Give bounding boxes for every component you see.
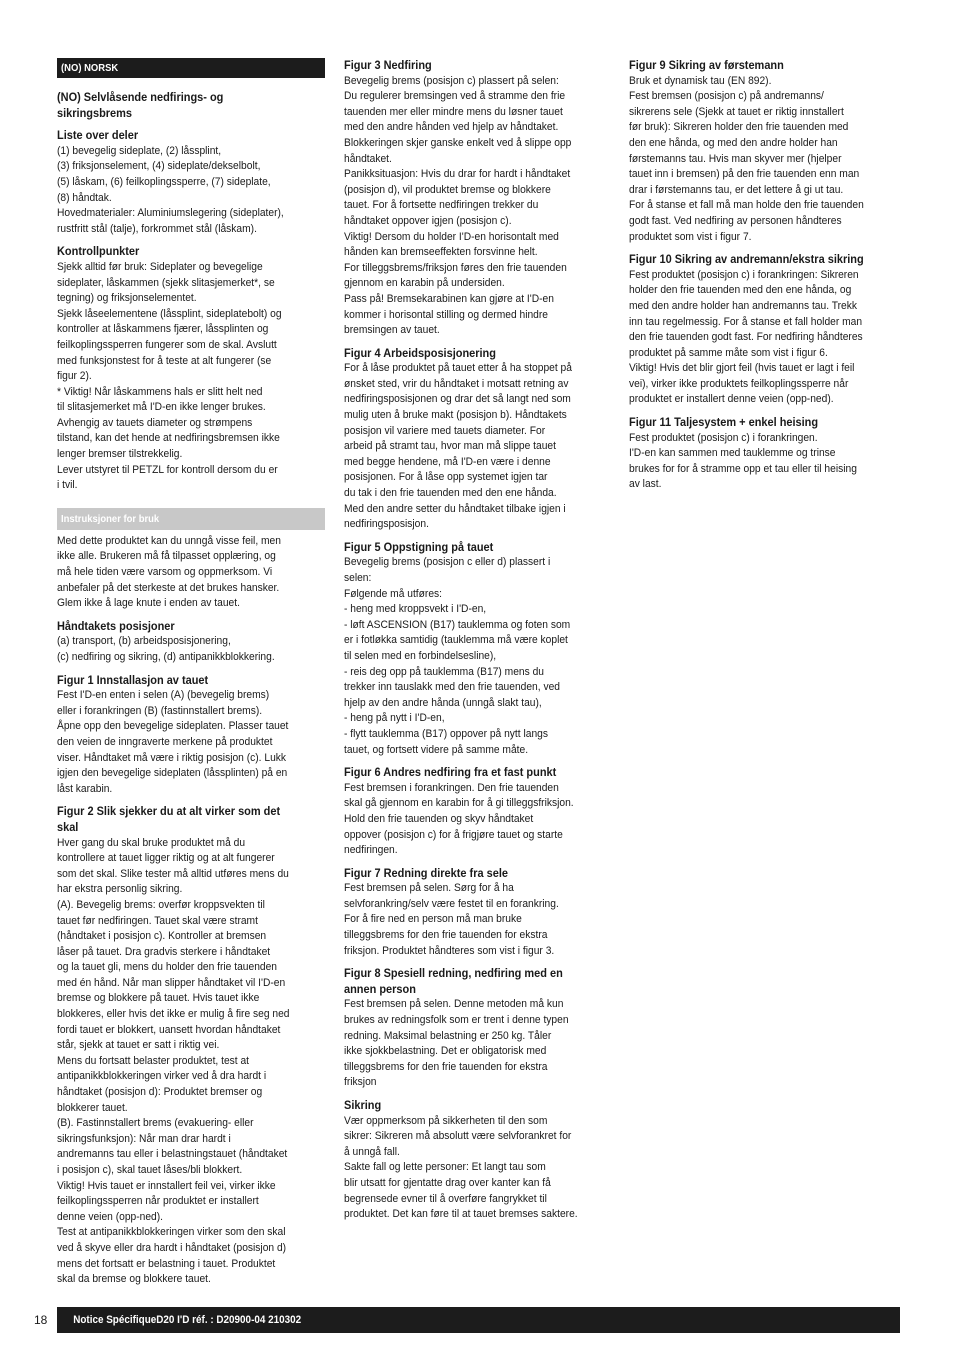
sikring-heading: Sikring bbox=[344, 1098, 382, 1112]
handle-text: (a) transport, (b) arbeidsposisjonering, (c) nedfiring og sikring, (d) antipanikkblokkering. bbox=[57, 635, 275, 663]
fig4-heading: Figur 4 Arbeidsposisjonering bbox=[344, 345, 496, 360]
fig6-text: Fest bremsen i forankringen. Den frie tauenden skal gå gjennom en karabin for å gi tilleggsfriksjon. Hold den frie tauenden og skyv håndtaket oppover (posisjon c) for å frigjøre tauet og starte nedfiringen. bbox=[344, 781, 574, 857]
page-number: 18 bbox=[34, 1313, 48, 1327]
fig10-heading: Figur 10 Sikring av andremann/ekstra sikring bbox=[629, 252, 864, 267]
instructions-text: Med dette produktet kan du unngå visse feil, men ikke alle. Brukeren må få tilpasset opplæring, og må hele tiden være varsom og oppmerksom. Vi anbefaler på det sterkeste at det brukes hansker. Glem ikke å lage knute i enden av tauet. bbox=[57, 534, 281, 610]
fig8-heading: Figur 8 Spesiell redning, nedfiring med en annen person bbox=[344, 966, 563, 996]
fig5-text: Bevegelig brems (posisjon c eller d) plassert i selen: Følgende må utføres: - heng med kroppsvekt i I'D-en, - løft ASCENSION (B17) tauklemma og foten som er i fotløkka samtidig (tauklemma må være koplet til selen med en forbindelsesline), - reis deg opp på tauklemma (B17) mens du trekker inn tauslakk med den frie tauenden, ved hjelp av den andre hånda (unngå slakt tau), - heng på nytt i I'D-en, - flytt tauklemma (B17) oppover på nytt langs tauet, og fortsett videre på samme måte. bbox=[344, 556, 571, 756]
fig6-heading: Figur 6 Andres nedfiring fra et fast punkt bbox=[344, 765, 557, 780]
parts-text: (1) bevegelig sideplate, (2) låssplint, (3) friksjonselement, (4) sideplate/dekselbolt, (5) låskam, (6) feilkoplingssperre, (7) sideplate, (8) håndtak. Hovedmaterialer: Aluminiumslegering (sideplater), rustfritt stål (talje), forkrommet stål (låskam). bbox=[57, 144, 284, 235]
fig10-text: Fest produktet (posisjon c) i forankringen: Sikreren holder den frie tauenden med den ene hånda, og med den andre holder han andremanns tau. Trekk inn tau regelmessig. For å stanse et fall holder man den frie tauenden godt fast. For nedfiring håndteres produktet på samme måte som vist i figur 6. Viktig! Hvis det blir gjort feil (hvis tauet er lagt i feil vei), virker ikke produktets feilkoplingssperre når produktet er installert denne veien (opp-ned). bbox=[629, 268, 863, 406]
fig11-text: Fest produktet (posisjon c) i forankringen. I'D-en kan sammen med tauklemme og trinse brukes for for å stramme opp et tau eller til heising av last. bbox=[629, 431, 857, 491]
fig9-text: Bruk et dynamisk tau (EN 892). Fest bremsen (posisjon c) på andremanns/ sikrerens sele (Sjekk at tauet er riktig innstallert før bruk): Sikreren holder den frie tauenden med den ene hånda, og med den andre holder han førstemanns tau. Hvis man skyver mer (hjelper tauet inn i bremsen) på den frie tauenden enn man drar i førstemanns tau, er det lettere å gi ut tau. For å stanse et fall må man holde den frie tauenden godt fast. Ved nedfiring av personen håndteres produktet som vist i figur 7. bbox=[629, 74, 864, 243]
fig9-heading: Figur 9 Sikring av førstemann bbox=[629, 58, 784, 72]
fig2-text: Hver gang du skal bruke produktet må du kontrollere at tauet ligger riktig og at alt fungerer som det skal. Slike tester må alltid utføres mens du har ekstra personlig sikring. (A). Bevegelig brems: overfør kroppsvekten til tauet før nedfiringen. Tauet skal være stramt (håndtaket i posisjon c). Kontroller at bremsen låser på tauet. Dra gradvis sterkere i håndtaket og la tauet gli, mens du holder den frie tauenden med én hånd. Når man slipper håndtaket vil I'D-en bremse og blokkere på tauet. Hvis tauet ikke blokkeres, eller hvis det ikke er mulig å fire seg ned fordi tauet er blokkert, uansett hvordan håndtaket står, sjekk at tauet er satt i riktig vei. Mens du fortsatt belaster produktet, test at antipanikkblokkeringen virker ved å dra hardt i håndtaket (posisjon d): Produktet bremser og blokkerer tauet. (B). Fastinnstallert brems (evakuering- eller sikringsfunksjon): Når man drar hardt i andremanns tau eller i belastningstauet (håndtaket i posisjon c), skal tauet låses/bli blokkert. Viktig! Hvis tauet er innstallert feil vei, virker ikke feilkoplingssperren når produktet er installert denne veien (opp-ned). Test at antipanikkblokkeringen virker som den skal ved å skyve eller dra hardt i håndtaket (posisjon d) mens det fortsatt er belastning i tauet. Produktet skal da bremse og blokkere tauet. bbox=[57, 836, 290, 1286]
language-bar: (NO) NORSK bbox=[57, 58, 325, 78]
fig4-text: For å låse produktet på tauet etter å ha stoppet på ønsket sted, vrir du håndtaket i motsatt retning av nedfiringsposisjonen og drar det så langt ned som mulig uten å bruke makt (posisjon b). Håndtakets posisjon vil variere med tauets diameter. For arbeid på stramt tau, hvor man må slippe tauet med begge hendene, må I'D-en være i denne posisjonen. For å låse opp systemet igjen tar du tak i den frie tauenden med den ene hånda. Med den andre setter du håndtaket tilbake igjen i nedfiringsposisjon. bbox=[344, 362, 572, 531]
fig11-heading: Figur 11 Taljesystem + enkel heising bbox=[629, 415, 819, 430]
fig8-text: Fest bremsen på selen. Denne metoden må kun brukes av redningsfolk som er trent i denne typen redning. Maksimal belastning er 250 kg. Tåler ikke sjokkbelastning. Det er obligatorisk med tilleggsbrems for den frie tauenden for ekstra friksjon bbox=[344, 998, 569, 1089]
parts-heading: Liste over deler bbox=[57, 128, 139, 143]
fig5-heading: Figur 5 Oppstigning på tauet bbox=[344, 539, 494, 554]
doc-title: (NO) Selvlåsende nedfirings- og sikringsbrems bbox=[57, 90, 224, 120]
handle-heading: Håndtakets posisjoner bbox=[57, 618, 175, 633]
control-text: Sjekk alltid før bruk: Sideplater og bevegelige sideplater, låskammen (sjekk slitasjemerket*, se tegning) og friksjonselementet. Sjekk låseelementene (låssplint, sideplatebolt) og kontroller at låskammens fjærer, låssplinten og feilkoplingssperren fungerer som de skal. Avslutt med funksjonstest for å teste at alt fungerer (se figur 2). * Viktig! Når låskammens hals er slitt helt ned til slitasjemerket må I'D-en ikke lenger brukes. Avhengig av tauets diameter og strømpens tilstand, kan det hende at nedfiringsbremsen ikke lenger bremser tilstrekkelig. Lever utstyret til PETZL for kontroll dersom du er i tvil. bbox=[57, 260, 282, 492]
column-1 bbox=[57, 58, 325, 1288]
column-2 bbox=[344, 58, 612, 1223]
fig7-heading: Figur 7 Redning direkte fra sele bbox=[344, 865, 508, 880]
instructions-bar: Instruksjoner for bruk bbox=[57, 508, 325, 530]
footer-text: Notice SpécifiqueD20 I'D réf. : D20900-04 210302 bbox=[73, 1314, 302, 1326]
sikring-text: Vær oppmerksom på sikkerheten til den som sikrer: Sikreren må absolutt være selvforankret for å unngå fall. Sakte fall og lette personer: Et langt tau som blir utsatt for gjentatte drag over kanter kan få begrensede evner til å overføre fangrykket til produktet. Det kan føre til at tauet bremses saktere. bbox=[344, 1114, 578, 1221]
footer-bar bbox=[57, 1307, 900, 1333]
fig1-text: Fest I'D-en enten i selen (A) (bevegelig brems) eller i forankringen (B) (fastinnstallert brems). Åpne opp den bevegelige sideplaten. Plasser tauet den veien de inngraverte merkene på produktet viser. Håndtaket må være i riktig posisjon (c). Lukk igjen den bevegelige sideplaten (låssplinten) på en låst karabin. bbox=[57, 689, 289, 795]
fig7-text: Fest bremsen på selen. Sørg for å ha selvforankring/selv være festet til en forankring. For å fire ned en person må man bruke tilleggsbrems for den frie tauenden for ekstra friksjon. Produktet håndteres som vist i figur 3. bbox=[344, 882, 559, 957]
control-heading: Kontrollpunkter bbox=[57, 244, 140, 259]
fig1-heading: Figur 1 Innstallasjon av tauet bbox=[57, 672, 209, 687]
fig2-heading: Figur 2 Slik sjekker du at alt virker som det skal bbox=[57, 804, 281, 834]
column-3 bbox=[629, 58, 897, 493]
fig3-text: Bevegelig brems (posisjon c) plassert på selen: Du regulerer bremsingen ved å stramme den frie tauenden mer eller mindre mens du løsner tauet med den andre hånden ved hjelp av håndtaket. Blokkeringen skjer ganske enkelt ved å slippe opp håndtaket. Panikksituasjon: Hvis du drar for hardt i håndtaket (posisjon d), vil produktet bremse og blokkere tauet. For å fortsette nedfiringen trekker du håndtaket oppover igjen (posisjon c). Viktig! Dersom du holder I'D-en horisontalt med hånden kan bremseeffekten forsvinne helt. For tilleggsbrems/friksjon føres den frie tauenden gjennom en karabin på undersiden. Pass på! Bremsekarabinen kan gjøre at I'D-en kommer i horisontal stilling og dermed hindre bremsingen av tauet. bbox=[344, 74, 572, 337]
fig3-heading: Figur 3 Nedfiring bbox=[344, 58, 432, 72]
